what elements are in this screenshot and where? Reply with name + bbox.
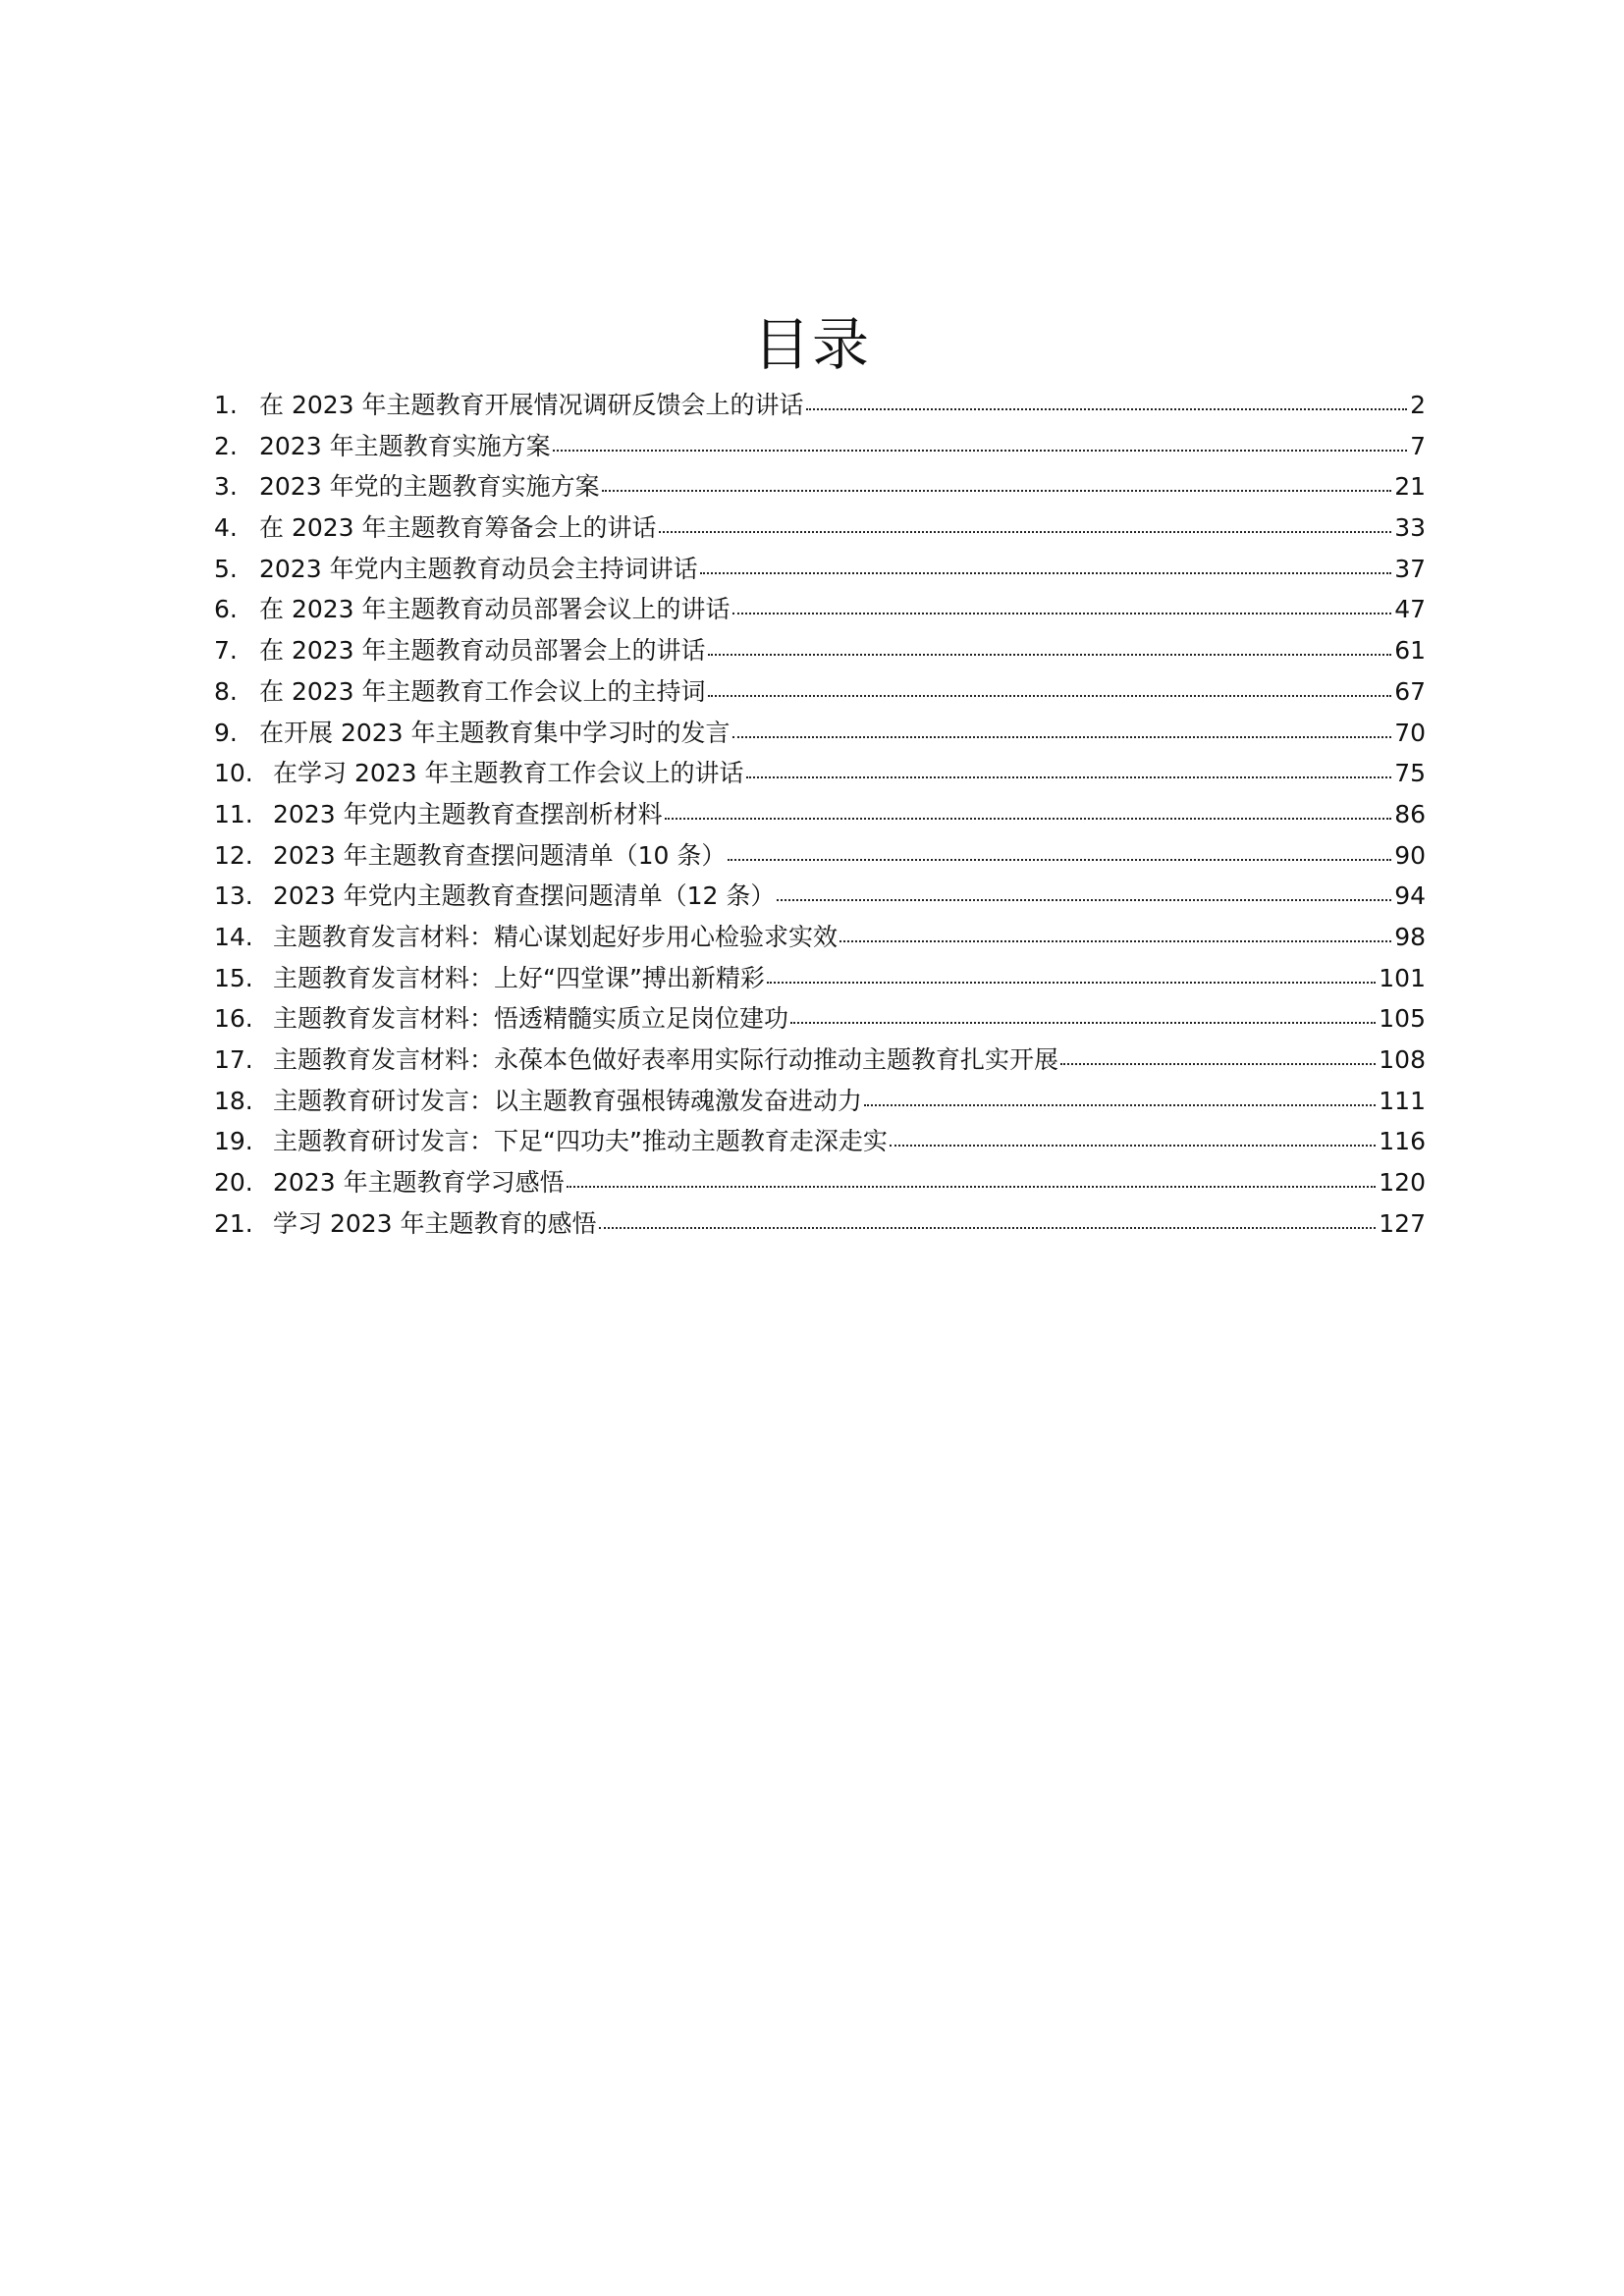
- toc-entry-number: 20.: [214, 1168, 253, 1198]
- toc-entry[interactable]: [214, 386, 1426, 427]
- toc-entry[interactable]: [214, 631, 1426, 672]
- toc-entry-number: 4.: [214, 513, 238, 543]
- toc-dot-leader: [890, 1145, 1376, 1147]
- toc-entry-title[interactable]: 2023 年主题教育学习感悟: [273, 1168, 565, 1198]
- toc-dot-leader: [767, 982, 1376, 984]
- toc-entry[interactable]: [214, 590, 1426, 631]
- toc-dot-leader: [732, 736, 1392, 738]
- toc-entry[interactable]: [214, 1163, 1426, 1204]
- toc-entry-title[interactable]: 学习 2023 年主题教育的感悟: [273, 1208, 597, 1238]
- toc-entry[interactable]: [214, 1204, 1426, 1246]
- toc-entry-title[interactable]: 主题教育研讨发言：下足“四功夫”推动主题教育走深走实: [273, 1127, 888, 1156]
- toc-dot-leader: [746, 776, 1392, 778]
- toc-entry-number: 12.: [214, 840, 253, 870]
- toc-entry-title[interactable]: 主题教育研讨发言：以主题教育强根铸魂激发奋进动力: [273, 1086, 863, 1115]
- toc-entry[interactable]: [214, 714, 1426, 755]
- toc-entry-page-number: 7: [1410, 431, 1426, 460]
- toc-entry[interactable]: [214, 672, 1426, 714]
- toc-entry-title[interactable]: 2023 年主题教育实施方案: [259, 431, 551, 460]
- toc-entry-title[interactable]: 在 2023 年主题教育动员部署会议上的讲话: [259, 595, 731, 624]
- toc-entry-page-number: 86: [1394, 799, 1426, 828]
- toc-entry-title[interactable]: 主题教育发言材料：悟透精髓实质立足岗位建功: [273, 1004, 789, 1034]
- toc-entry-title[interactable]: 主题教育发言材料：永葆本色做好表率用实际行动推动主题教育扎实开展: [273, 1045, 1059, 1074]
- toc-entry-title[interactable]: 主题教育发言材料：精心谋划起好步用心检验求实效: [273, 922, 839, 951]
- toc-entry[interactable]: [214, 508, 1426, 550]
- toc-entry-title[interactable]: 在学习 2023 年主题教育工作会议上的讲话: [273, 759, 744, 788]
- toc-dot-leader: [700, 572, 1392, 574]
- toc-entry[interactable]: [214, 918, 1426, 959]
- toc-entry-page-number: 21: [1394, 472, 1426, 502]
- toc-entry[interactable]: [214, 467, 1426, 508]
- toc-dot-leader: [790, 1022, 1376, 1024]
- toc-dot-leader: [708, 654, 1392, 656]
- toc-entry-title[interactable]: 在开展 2023 年主题教育集中学习时的发言: [259, 718, 731, 747]
- toc-entry[interactable]: [214, 550, 1426, 591]
- toc-entry-number: 1.: [214, 391, 238, 419]
- toc-entry-number: 21.: [214, 1208, 253, 1238]
- toc-entry-page-number: 61: [1394, 636, 1426, 666]
- toc-entry-page-number: 75: [1394, 759, 1426, 788]
- toc-entry-page-number: 37: [1394, 554, 1426, 583]
- toc-dot-leader: [567, 1186, 1377, 1188]
- toc-entry-page-number: 105: [1379, 1004, 1426, 1034]
- toc-entry[interactable]: [214, 1082, 1426, 1123]
- toc-entry[interactable]: [214, 754, 1426, 795]
- toc-dot-leader: [599, 1227, 1377, 1229]
- toc-dot-leader: [864, 1104, 1376, 1106]
- toc-entry-page-number: 90: [1394, 840, 1426, 870]
- toc-entry-page-number: 101: [1379, 963, 1426, 992]
- toc-entry-number: 9.: [214, 718, 238, 747]
- toc-entry-number: 6.: [214, 595, 238, 624]
- toc-entry-title[interactable]: 2023 年党内主题教育查摆剖析材料: [273, 799, 663, 828]
- toc-entry-title[interactable]: 在 2023 年主题教育开展情况调研反馈会上的讲话: [259, 391, 804, 419]
- toc-entry-number: 18.: [214, 1086, 253, 1115]
- toc-entry-title[interactable]: 在 2023 年主题教育工作会议上的主持词: [259, 676, 706, 706]
- toc-entry-page-number: 98: [1394, 922, 1426, 951]
- toc-entry-page-number: 116: [1379, 1127, 1426, 1156]
- toc-entry-page-number: 108: [1379, 1045, 1426, 1074]
- toc-entry-page-number: 67: [1394, 676, 1426, 706]
- toc-entry[interactable]: [214, 999, 1426, 1041]
- toc-dot-leader: [665, 818, 1392, 820]
- toc-entry-number: 13.: [214, 881, 253, 911]
- toc-entry-title[interactable]: 2023 年党的主题教育实施方案: [259, 472, 600, 502]
- toc-entry-title[interactable]: 在 2023 年主题教育筹备会上的讲话: [259, 513, 657, 543]
- toc-entry-number: 15.: [214, 963, 253, 992]
- toc-entry[interactable]: [214, 1041, 1426, 1082]
- toc-dot-leader: [777, 899, 1391, 901]
- toc-entry-page-number: 70: [1394, 718, 1426, 747]
- toc-entry-page-number: 33: [1394, 513, 1426, 543]
- toc-entry-number: 11.: [214, 799, 253, 828]
- toc-entry-number: 7.: [214, 636, 238, 666]
- toc-entry[interactable]: [214, 795, 1426, 836]
- toc-entry[interactable]: [214, 877, 1426, 918]
- toc-entry-page-number: 94: [1394, 881, 1426, 911]
- toc-entry-number: 8.: [214, 676, 238, 706]
- toc-entry-number: 3.: [214, 472, 238, 502]
- toc-entry-page-number: 127: [1379, 1208, 1426, 1238]
- toc-entry-number: 5.: [214, 554, 238, 583]
- toc-dot-leader: [553, 450, 1408, 452]
- toc-entry-page-number: 120: [1379, 1168, 1426, 1198]
- table-of-contents: [214, 386, 1426, 1245]
- toc-entry-page-number: 47: [1394, 595, 1426, 624]
- toc-entry-page-number: 111: [1379, 1086, 1426, 1115]
- toc-entry-number: 19.: [214, 1127, 253, 1156]
- toc-dot-leader: [806, 408, 1408, 410]
- toc-entry-title[interactable]: 2023 年党内主题教育动员会主持词讲话: [259, 554, 698, 583]
- toc-entry-number: 2.: [214, 431, 238, 460]
- toc-dot-leader: [839, 940, 1391, 942]
- page-title: 目录: [752, 311, 871, 378]
- toc-entry-page-number: 2: [1410, 391, 1426, 419]
- toc-entry[interactable]: [214, 427, 1426, 468]
- toc-entry-title[interactable]: 主题教育发言材料：上好“四堂课”搏出新精彩: [273, 963, 765, 992]
- toc-dot-leader: [602, 490, 1392, 492]
- toc-entry-title[interactable]: 2023 年党内主题教育查摆问题清单（12 条）: [273, 881, 776, 911]
- toc-entry-number: 17.: [214, 1045, 253, 1074]
- toc-entry-number: 14.: [214, 922, 253, 951]
- toc-dot-leader: [1060, 1063, 1376, 1065]
- toc-dot-leader: [659, 531, 1392, 533]
- toc-entry-number: 16.: [214, 1004, 253, 1034]
- toc-dot-leader: [708, 695, 1392, 697]
- toc-dot-leader: [728, 859, 1391, 861]
- toc-entry[interactable]: [214, 959, 1426, 1000]
- toc-entry-number: 10.: [214, 759, 253, 788]
- toc-entry[interactable]: [214, 836, 1426, 878]
- toc-entry-title[interactable]: 在 2023 年主题教育动员部署会上的讲话: [259, 636, 706, 666]
- toc-entry-title[interactable]: 2023 年主题教育查摆问题清单（10 条）: [273, 840, 727, 870]
- toc-dot-leader: [732, 613, 1392, 614]
- toc-entry[interactable]: [214, 1122, 1426, 1163]
